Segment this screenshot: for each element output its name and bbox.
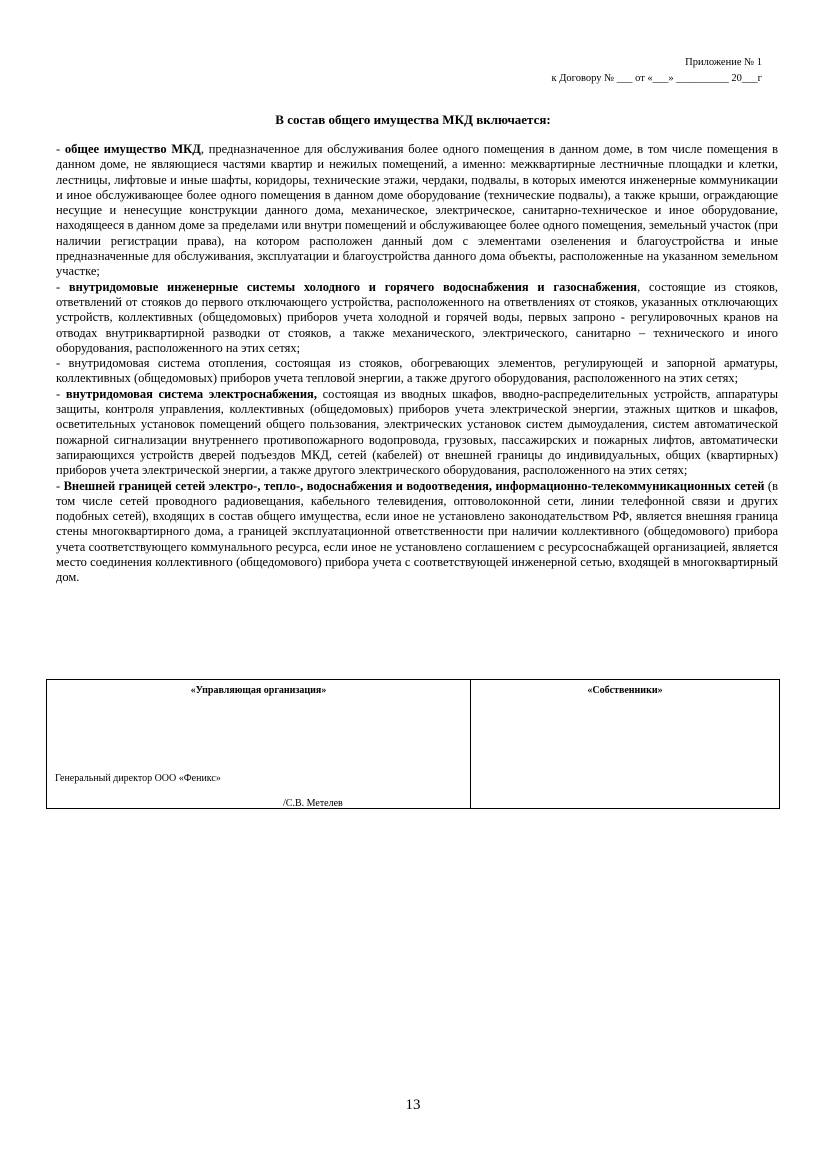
signature-table — [46, 679, 780, 809]
signature-blank — [55, 798, 283, 809]
paragraph-bold: внутридомовая система электроснабжения, — [65, 386, 317, 401]
director-title: Генеральный директор ООО «Феникс» — [55, 773, 221, 784]
document-title: В состав общего имущества МКД включается: — [275, 112, 551, 127]
paragraph-bold: внутридомовые инженерные системы холодного и горячего водоснабжения и газоснабжения — [68, 279, 638, 294]
paragraph: - внутридомовая система электроснабжения, состоящая из вводных шкафов, вводно-распределительных устройств, аппаратуры защиты, контроля управления, коллективных (общедомовых) приборов учета электрической энергии, этажных щитков и шкафов, осветительных установок помещений общего пользования, электрических установок систем дымоудаления, систем автоматической пожарной сигнализации внутреннего противопожарного водопровода, грузовых, пассажирских и пожарных лифтов, автоматически запирающихся устройств дверей подъездов МКД, сетей (кабелей) от внешней границы до индивидуальных, общих (квартирных) приборов учета электрической энергии, а также другого электрического оборудования, расположенного на этих сетях; — [56, 386, 778, 478]
paragraph: - внутридомовые инженерные системы холодного и горячего водоснабжения и газоснабжения, состоящие из стояков, ответвлений от стояков до первого отключающего устройства, расположенного на ответвлениях от стояков, указанных отключающих устройств, коллективных (общедомовых) приборов учета холодной и горячей воды, первых запроно - регулировочных кранов на отводах внутриквартирной разводки от стояков, а также механического, электрического, санитарно – технического и иного оборудования, расположенного на этих сетях; — [56, 279, 778, 355]
paragraph-bold: Внешней границей сетей электро-, тепло-, водоснабжения и водоотведения, информационно-телекоммуникационных сетей — [63, 478, 765, 493]
page-number: 13 — [405, 1097, 421, 1113]
paragraph: - внутридомовая система отопления, состоящая из стояков, обогревающих элементов, регулирующей и запорной арматуры, коллективных (общедомовых) приборов учета тепловой энергии, а также другого оборудования, расположенного на этих сетях; — [56, 356, 778, 386]
owners-header: «Собственники» — [587, 685, 663, 696]
signer-name: /С.В. Метелев — [283, 798, 343, 809]
document-body — [56, 142, 778, 586]
management-header: «Управляющая организация» — [190, 685, 327, 696]
signature-line — [55, 798, 343, 809]
paragraph: - общее имущество МКД, предназначенное для обслуживания более одного помещения в данном доме, в том числе помещения в данном доме, не являющиеся частями квартир и нежилых помещений, а именно: межквартирные лестничные площадки и клетки, лестницы, лифтовые и иные шафты, коридоры, технические этажи, чердаки, подвалы, в которых имеются инженерные коммуникации и иное обслуживающее более одного помещения в данном доме оборудование (технические подвалы), а также крыши, ограждающие несущие и ненесущие конструкции данного дома, механическое, электрическое, санитарно-техническое и иное оборудование, находящееся в данном доме за пределами или внутри помещений и обслуживающее более одного помещения, земельный участок (при наличии регистрации права), на котором расположен данный дом с элементами озеленения и благоустройства и иные предназначенные для обслуживания, эксплуатации и благоустройства данного дома объекты, расположенные на указанном земельном участке; — [56, 142, 778, 279]
management-signature-cell — [47, 680, 471, 809]
contract-reference: к Договору № ___ от «___» __________ 20___г — [551, 73, 762, 84]
owners-signature-cell — [471, 680, 780, 809]
paragraph-bold: общее имущество МКД — [64, 142, 201, 156]
appendix-label: Приложение № 1 — [685, 57, 762, 68]
paragraph: - Внешней границей сетей электро-, тепло-, водоснабжения и водоотведения, информационно-телекоммуникационных сетей (в том числе сетей проводного радиовещания, кабельного телевидения, оптоволоконной сети, линии телефонной связи и других подобных сетей), входящих в состав общего имущества, если иное не установлено законодательством РФ, является внешняя граница стены многоквартирного дома, а границей эксплуатационной ответственности при наличии коллективного (общедомового) прибора учета соответствующего коммунального ресурса, если иное не установлено соглашением с ресурсоснабжащей организацией, является место соединения коллективного (общедомового) прибора учета с соответствующей инженерной сетью, входящей в многоквартирный дом. — [56, 478, 778, 585]
appendix-header — [552, 55, 762, 87]
